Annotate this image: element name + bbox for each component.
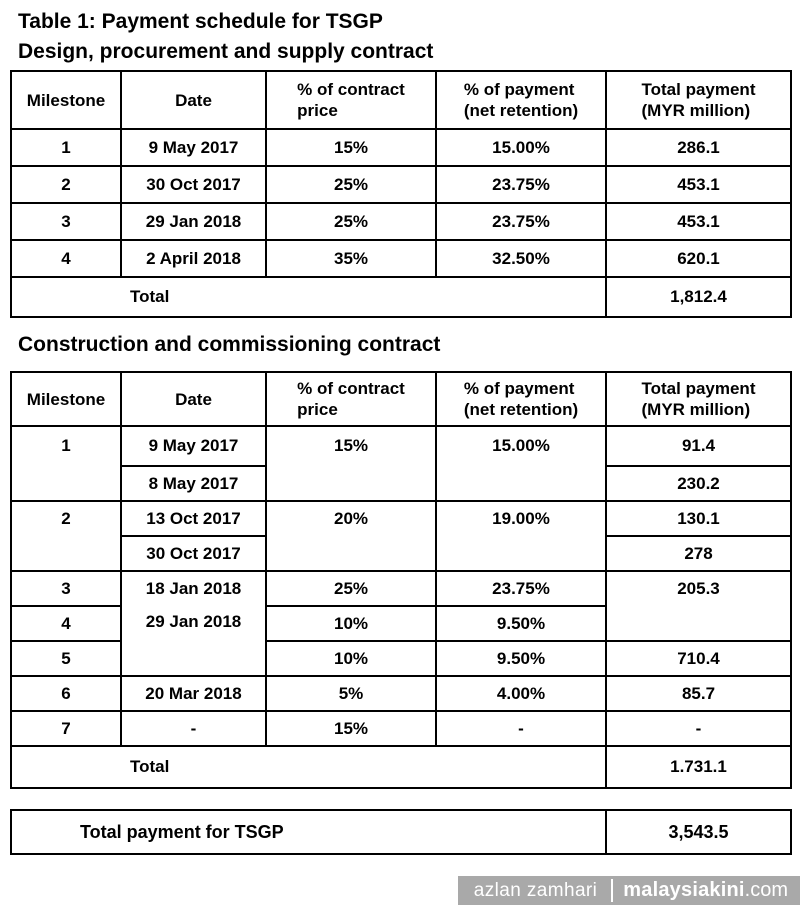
cell-date: 20 Mar 2018 [121, 676, 266, 711]
table-row [11, 129, 791, 166]
cell-payment-pct: - [436, 711, 606, 746]
table-header-row [11, 71, 791, 129]
cell-payment-pct: 19.00% [436, 501, 606, 571]
table-row [11, 426, 791, 466]
table-row [11, 676, 791, 711]
cell-milestone: 3 [11, 203, 121, 240]
col-header-total-payment: Total payment (MYR million) [606, 372, 791, 426]
cell-milestone: 5 [11, 641, 121, 676]
cell-milestone: 2 [11, 166, 121, 203]
total-label-cell: Total [11, 746, 606, 788]
cell-contract-pct: 35% [266, 240, 436, 277]
total-row [11, 746, 791, 788]
cell-date: 13 Oct 2017 [121, 501, 266, 536]
cell-date: 8 May 2017 [121, 466, 266, 501]
construction-commissioning-table [10, 371, 792, 789]
col-header-payment-pct: % of payment (net retention) [436, 372, 606, 426]
cell-total-payment: 85.7 [606, 676, 791, 711]
cell-total-payment: - [606, 711, 791, 746]
cell-milestone: 1 [11, 129, 121, 166]
cell-total-payment: 286.1 [606, 129, 791, 166]
cell-payment-pct: 23.75% [436, 571, 606, 606]
section-heading-design: Design, procurement and supply contract [18, 40, 434, 63]
grand-total-value-cell: 3,543.5 [606, 810, 791, 854]
credit-brand-name: malaysiakini [623, 879, 745, 901]
cell-payment-pct: 23.75% [436, 166, 606, 203]
cell-total-payment: 230.2 [606, 466, 791, 501]
credit-divider [611, 879, 613, 902]
table-row [11, 501, 791, 536]
cell-total-payment: 453.1 [606, 166, 791, 203]
cell-contract-pct: 25% [266, 203, 436, 240]
cell-total-payment: 710.4 [606, 641, 791, 676]
cell-contract-pct: 10% [266, 641, 436, 676]
table-row [11, 240, 791, 277]
col-header-payment-pct: % of payment (net retention) [436, 71, 606, 129]
credit-author: azlan zamhari [473, 879, 598, 901]
cell-total-payment: 91.4 [606, 426, 791, 466]
cell-milestone: 1 [11, 426, 121, 501]
col-header-contract-pct: % of contract price [266, 71, 436, 129]
cell-milestone: 4 [11, 606, 121, 641]
table-row [11, 166, 791, 203]
cell-total-payment: 453.1 [606, 203, 791, 240]
cell-date: 30 Oct 2017 [121, 536, 266, 571]
title-block [0, 0, 800, 67]
cell-date: 18 Jan 2018 29 Jan 2018 [121, 571, 266, 676]
table-header-row [11, 372, 791, 426]
cell-date: 9 May 2017 [121, 426, 266, 466]
cell-milestone: 4 [11, 240, 121, 277]
cell-date: - [121, 711, 266, 746]
cell-total-payment: 620.1 [606, 240, 791, 277]
cell-contract-pct: 10% [266, 606, 436, 641]
total-label-cell: Total [11, 277, 606, 317]
cell-date: 2 April 2018 [121, 240, 266, 277]
cell-milestone: 2 [11, 501, 121, 571]
credit-brand-suffix: .com [744, 879, 788, 901]
cell-payment-pct: 9.50% [436, 641, 606, 676]
grand-total-row [11, 810, 791, 854]
table-row [11, 203, 791, 240]
cell-contract-pct: 15% [266, 129, 436, 166]
total-row [11, 277, 791, 317]
cell-milestone: 6 [11, 676, 121, 711]
cell-payment-pct: 32.50% [436, 240, 606, 277]
cell-milestone: 3 [11, 571, 121, 606]
cell-total-payment: 278 [606, 536, 791, 571]
cell-date: 9 May 2017 [121, 129, 266, 166]
cell-total-payment: 130.1 [606, 501, 791, 536]
col-header-milestone: Milestone [11, 71, 121, 129]
col-header-date: Date [121, 71, 266, 129]
col-header-contract-pct: % of contract price [266, 372, 436, 426]
cell-contract-pct: 5% [266, 676, 436, 711]
cell-date: 30 Oct 2017 [121, 166, 266, 203]
cell-payment-pct: 9.50% [436, 606, 606, 641]
cell-contract-pct: 15% [266, 426, 436, 501]
col-header-milestone: Milestone [11, 372, 121, 426]
design-procurement-table [10, 70, 792, 318]
total-value-cell: 1.731.1 [606, 746, 791, 788]
cell-total-payment: 205.3 [606, 571, 791, 641]
credit-brand [623, 879, 788, 902]
cell-date: 29 Jan 2018 [121, 203, 266, 240]
col-header-total-payment: Total payment (MYR million) [606, 71, 791, 129]
cell-payment-pct: 15.00% [436, 129, 606, 166]
cell-contract-pct: 25% [266, 166, 436, 203]
grand-total-label-cell: Total payment for TSGP [11, 810, 606, 854]
grand-total-table [10, 809, 792, 855]
page-title: Table 1: Payment schedule for TSGP [18, 10, 383, 33]
cell-payment-pct: 23.75% [436, 203, 606, 240]
cell-contract-pct: 20% [266, 501, 436, 571]
credit-bar [458, 876, 800, 905]
col-header-date: Date [121, 372, 266, 426]
table-row [11, 571, 791, 606]
section-heading-construction: Construction and commissioning contract [18, 333, 441, 356]
cell-payment-pct: 4.00% [436, 676, 606, 711]
cell-contract-pct: 25% [266, 571, 436, 606]
cell-contract-pct: 15% [266, 711, 436, 746]
cell-payment-pct: 15.00% [436, 426, 606, 501]
total-value-cell: 1,812.4 [606, 277, 791, 317]
table-row [11, 711, 791, 746]
cell-milestone: 7 [11, 711, 121, 746]
